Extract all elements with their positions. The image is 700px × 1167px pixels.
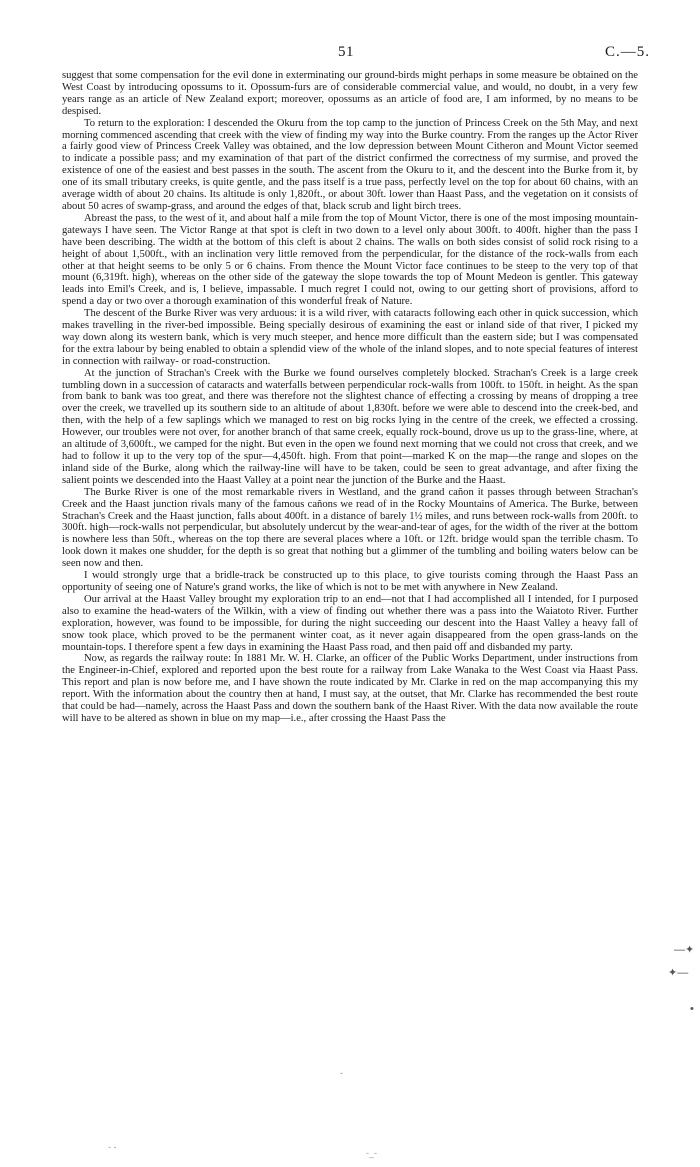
margin-mark: - - <box>108 1142 117 1152</box>
document-reference: C.—5. <box>604 44 650 60</box>
margin-mark: ✦— <box>668 967 689 979</box>
page-number: 51 <box>338 44 354 60</box>
margin-mark: —✦ <box>674 944 695 956</box>
paragraph: suggest that some compensation for the evil done in exterminating our ground-birds might perhaps in some measure be obtained on the West Coast by introducing opossums to it. Opossum-furs are of considerable commercial value, and would, no doubt, in a very few years range as an article of New Zealand export; moreover, opossums as an article of food are, I am informed, by no means to be despised. <box>62 70 638 117</box>
margin-mark: - <box>340 1068 343 1078</box>
paragraph: I would strongly urge that a bridle-track be constructed up to this place, to give tourists coming through the Haast Pass an opportunity of seeing one of Nature's grand works, the like of which is not to be met with anywhere in New Zealand. <box>62 570 638 593</box>
paragraph: To return to the exploration: I descended the Okuru from the top camp to the junction of Princess Creek on the 5th May, and next morning commenced ascending that creek with the view of finding my way into the Burke country. From the ranges up the Actor River a fairly good view of Princess Creek Valley was obtained, and the low depression between Mount Citheron and Mount Victor seemed to indicate a possible pass; and my examination of that part of the district confirmed the correctness of my surmise, and proved the existence of one of the easiest and best passes in the south. The ascent from the Okuru to it, and the descent into the Burke from it, by one of its small tributary creeks, is quite gentle, and the pass itself is a true pass, perfectly level on the top for about 60 chains, with an average width of about 20 chains. Its altitude is only 1,820ft., or about 30ft. lower than Haast Pass, and the vegetation on it consists of about 50 acres of swamp-grass, and around the edges of that, black scrub and light birch trees. <box>62 117 638 212</box>
margin-mark: • <box>690 1003 694 1015</box>
paragraph: Now, as regards the railway route: In 1881 Mr. W. H. Clarke, an officer of the Public Works Department, under instructions from the Engineer-in-Chief, explored and reported upon the best route for a railway from Lake Wanaka to the West Coast via Haast Pass. This report and plan is now before me, and I have shown the route indicated by Mr. Clarke in red on the map accompanying this my report. With the information about the country then at hand, I must say, at the outset, that Mr. Clarke has recommended the best route that could be had—namely, across the Haast Pass and down the southern bank of the Haast River. With the data now available the route will have to be altered as shown in blue on my map—i.e., after crossing the Haast Pass the <box>62 653 638 724</box>
paragraph: Our arrival at the Haast Valley brought my exploration trip to an end—not that I had accomplished all I intended, for I purposed also to examine the head-waters of the Wilkin, with a view of finding out whether there was a pass into the Waiatoto River. Further exploration, however, was found to be impossible, for during the night succeeding our descent into the Haast Valley a heavy fall of snow took place, which proved to be the permanent winter coat, as it never again disappeared from the open grass-lands on the mountain-tops. I therefore spent a few days in examining the Haast Pass road, and then paid off and disbanded my party. <box>62 593 638 653</box>
paragraph: The descent of the Burke River was very arduous: it is a wild river, with cataracts following each other in quick succession, which makes travelling in the river-bed impossible. Being specially desirous of examining the east or inland side of that river, I picked my way down along its western bank, which is very much steeper, and hence more difficult than the eastern side; but I was compensated for the extra labour by being enabled to obtain a splendid view of the whole of the inland slopes, and to note special features of interest in connection with railway- or road-construction. <box>62 308 638 367</box>
paragraph: At the junction of Strachan's Creek with the Burke we found ourselves completely blocked. Strachan's Creek is a large creek tumbling down in a succession of cataracts and waterfalls between perpendicular rock-walls from 100ft. to 150ft. in height. As the span from bank to bank was too great, and there was therefore not the slightest chance of effecting a crossing by means of dropping a tree over the creek, we travelled up its southern side to an altitude of about 1,830ft. before we were able to descend into the creek-bed, and then, with the help of a few saplings which we managed to rest on big rocks lying in the centre of the creek, we effected a crossing. However, our troubles were not over, for another branch of that same creek, equally rock-bound, drove us up to the grass-line, where, at an altitude of 3,600ft., we camped for the night. But even in the open we found next morning that we could not cross that creek, and we had to follow it up to the very top of the spur—4,450ft. high. From that point—marked K on the map—the range and slopes on the inland side of the Burke, along which the railway-line will have to be taken, could be seen to great advantage, and after fixing the salient points we descended into the Haast Valley at a point near the junction of the Burke and the Haast. <box>62 367 638 486</box>
body-text <box>62 70 638 725</box>
paragraph: Abreast the pass, to the west of it, and about half a mile from the top of Mount Victor, there is one of the most imposing mountain-gateways I have seen. The Victor Range at that spot is cleft in two down to a level only about 300ft. to 400ft. higher than the pass I have been describing. The width at the bottom of this cleft is about 2 chains. The walls on both sides consist of solid rock rising to a height of about 1,500ft., with an inclination very little removed from the perpendicular, for the distance of the rock-walls from each other at that height seems to be only 5 or 6 chains. From thence the Mount Victor face continues to be steep to the very top of that mount (6,319ft. high), whereas on the other side of the gateway the slope towards the top of Mount Medeon is gentler. This gateway leads into Emil's Creek, and is, I believe, impassable. I much regret I could not, owing to our getting short of provisions, afford to spend a day or two over a thorough examination of this wonderful freak of Nature. <box>62 212 638 308</box>
margin-mark: -_- <box>366 1148 377 1158</box>
page-header <box>0 44 700 66</box>
paragraph: The Burke River is one of the most remarkable rivers in Westland, and the grand cañon it passes through between Strachan's Creek and the Haast junction rivals many of the famous cañons we read of in the Rocky Mountains of America. The Burke, between Strachan's Creek and the Haast junction, falls about 400ft. in a distance of barely 1½ miles, and runs between rock-walls from 200ft. to 300ft. high—rock-walls not perpendicular, but absolutely undercut by the wear-and-tear of ages, for the width of the river at the bottom is nowhere less than 50ft., whereas on the top there are several places where a 10ft. or 12ft. bridge would span the terrible chasm. To look down it makes one shudder, for the depth is so great that nothing but a glimmer of the tumbling and boiling waters below can be seen now and then. <box>62 486 638 570</box>
